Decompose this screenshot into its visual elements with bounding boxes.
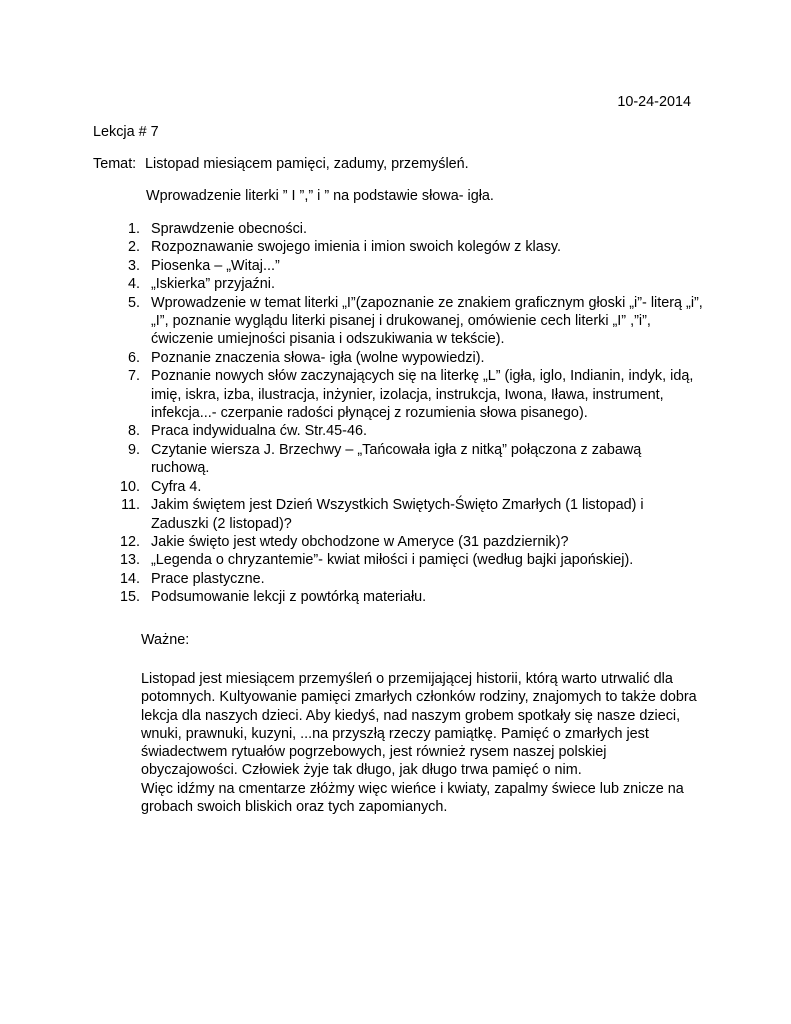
list-item-number: 5. (127, 294, 140, 311)
paragraph-line: Więc idźmy na cmentarze złóżmy więc wieńce i kwiaty, zapalmy świece lub znicze na (141, 780, 684, 797)
paragraph-line: świadectwem rytuałów pogrzebowych, jest również rysem naszej polskiej (141, 744, 607, 761)
paragraph-line: lekcja dla naszych dzieci. Aby kiedyś, nad naszym grobem spotkały się nasze dzieci, (141, 707, 681, 724)
important-paragraph (141, 670, 711, 816)
list-item-text-line: ćwiczenie umiejności pisania i odszukiwania w tekście). (151, 331, 505, 348)
list-item-text-line: Wprowadzenie w temat literki „I”(zapoznanie ze znakiem graficznym głoski „i”- literą „i”, (151, 294, 703, 311)
paragraph-line: wnuki, prawnuki, kuzyni, ...na przyszłą rzeczy pamiątkę. Pamięć o zmarłych jest (141, 725, 649, 742)
list-item-text-line: Sprawdzenie obecności. (151, 221, 307, 237)
list-item (0, 349, 700, 367)
list-item-text-line: Poznanie znaczenia słowa- igła (wolne wypowiedzi). (151, 349, 485, 366)
list-item-text-line: „Iskierka” przyjaźni. (151, 276, 275, 293)
lesson-intro: Wprowadzenie literki ” I ”,” i ” na podstawie słowa- igła. (146, 188, 494, 204)
list-item-text-line: Jakim świętem jest Dzień Wszystkich Swiętych-Święto Zmarłych (1 listopad) i (151, 497, 644, 514)
list-item-text-line: Cyfra 4. (151, 478, 202, 495)
list-item-number: 3. (127, 257, 140, 274)
list-item-text-line: infekcja...- czerpanie radości płynącej z rozumienia słowa pisanego). (151, 405, 588, 422)
list-item-text-line: Praca indywidualna ćw. Str.45-46. (151, 423, 367, 440)
list-item (0, 275, 700, 293)
list-item-number: 4. (127, 276, 140, 293)
list-item-number: 7. (127, 368, 140, 385)
list-item-number: 12. (119, 533, 140, 550)
list-item-text-line: „I”, poznanie wyglądu literki pisanej i drukowanej, omówienie cech literki „I” ,”i”, (151, 313, 651, 330)
topic-label: Temat: (93, 156, 137, 172)
list-item (0, 533, 700, 551)
important-heading: Ważne: (141, 632, 190, 648)
list-item (0, 441, 700, 478)
list-item (0, 257, 700, 275)
list-item-number: 8. (127, 423, 140, 440)
list-item (0, 478, 700, 496)
list-item-number: 1. (127, 221, 140, 237)
list-item-text-line: Podsumowanie lekcji z powtórką materiału. (151, 589, 427, 606)
list-item-number: 15. (119, 589, 140, 606)
lesson-plan-list (0, 220, 703, 607)
list-item-number: 6. (127, 349, 140, 366)
paragraph-line: grobach swoich bliskich oraz tych zapomianych. (141, 799, 448, 816)
list-item-number: 2. (127, 239, 140, 256)
list-item-number: 14. (119, 570, 140, 587)
lesson-topic (93, 156, 469, 173)
list-item-number: 13. (119, 552, 140, 569)
list-item (0, 496, 700, 533)
paragraph-line: Listopad jest miesiącem przemyśleń o przemijającej historii, którą warto utrwalić dla (141, 671, 673, 687)
list-item-text-line: imię, iskra, izba, ilustracja, inżynier, izolacja, instrukcja, Iwona, Iława, instrument, (151, 386, 664, 403)
list-item (0, 238, 700, 256)
list-item-text-line: Piosenka – „Witaj...” (151, 257, 280, 274)
list-item-number: 11. (121, 497, 140, 514)
lesson-number: Lekcja # 7 (93, 124, 159, 140)
document-date: 10-24-2014 (617, 94, 691, 110)
topic-text: Listopad miesiącem pamięci, zadumy, przemyśleń. (145, 156, 469, 172)
list-item (0, 588, 700, 606)
list-item-text-line: ruchową. (151, 460, 210, 477)
list-item (0, 570, 700, 588)
list-item (0, 551, 700, 569)
list-item-text-line: Jakie święto jest wtedy obchodzone w Ameryce (31 pazdziernik)? (151, 533, 569, 550)
list-item-text-line: „Legenda o chryzantemie”- kwiat miłości i pamięci (według bajki japońskiej). (151, 552, 634, 569)
list-item (0, 220, 700, 238)
list-item-text-line: Prace plastyczne. (151, 570, 265, 587)
list-item-text-line: Poznanie nowych słów zaczynających się na literkę „L” (igła, iglo, Indianin, indyk, idą, (151, 368, 694, 385)
paragraph-line: potomnych. Kultyowanie pamięci zmarłych członków rodziny, znajomych to także dobra (141, 689, 697, 706)
list-item-text-line: Rozpoznawanie swojego imienia i imion swoich kolegów z klasy. (151, 239, 562, 256)
list-item (0, 367, 700, 422)
list-item-number: 9. (127, 441, 140, 458)
list-item-text-line: Zaduszki (2 listopad)? (151, 515, 292, 532)
list-item (0, 422, 700, 440)
list-item (0, 294, 703, 349)
list-item-number: 10. (119, 478, 140, 495)
list-item-text-line: Czytanie wiersza J. Brzechwy – „Tańcowała igła z nitką” połączona z zabawą (151, 441, 642, 458)
paragraph-line: obyczajowości. Człowiek żyje tak długo, jak długo trwa pamięć o nim. (141, 762, 582, 779)
